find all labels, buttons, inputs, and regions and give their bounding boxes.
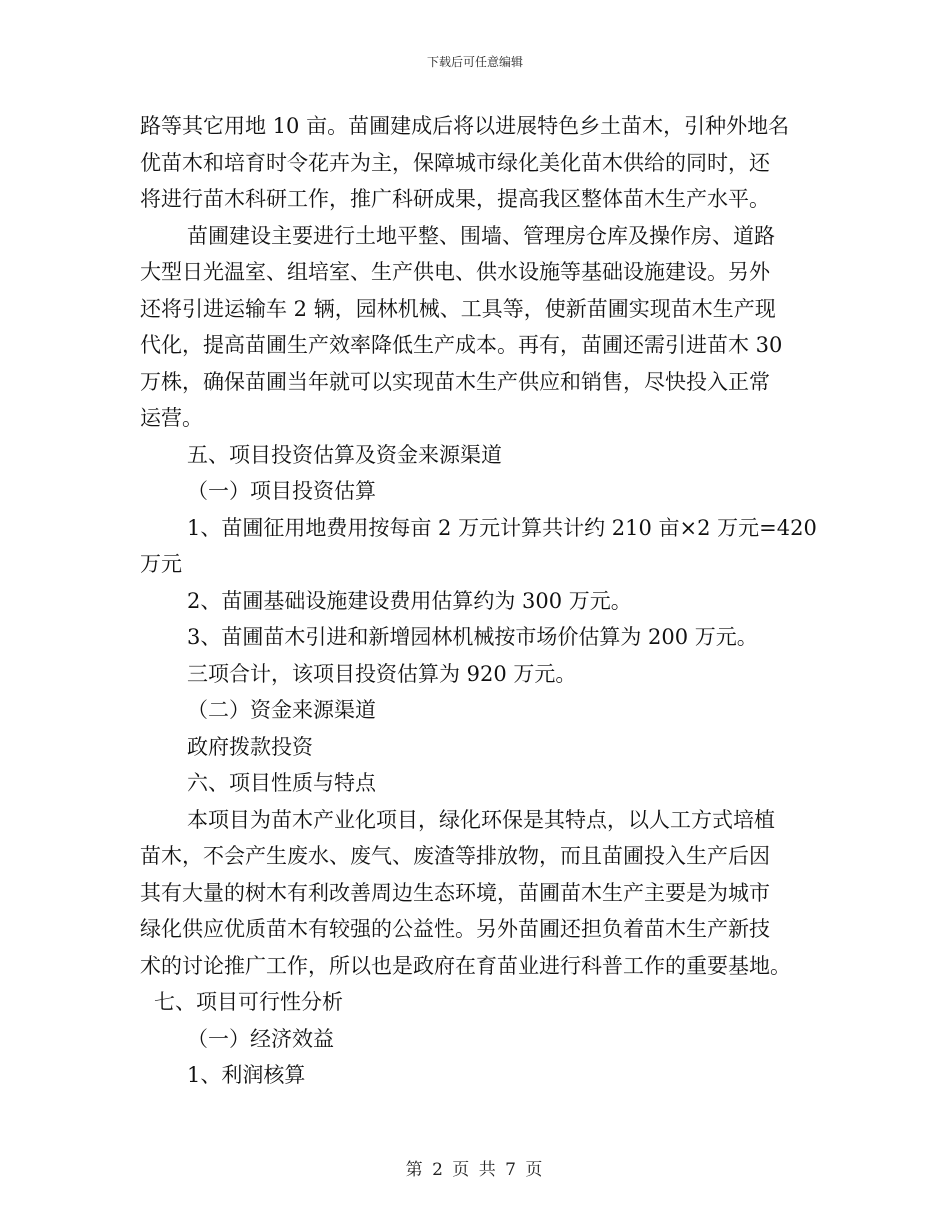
- subsection-heading: （二）资金来源渠道: [187, 698, 376, 722]
- paragraph-line: 2、苗圃基础设施建设费用估算约为 300 万元。: [187, 588, 632, 613]
- paragraph-line: 苗木，不会产生废水、废气、废渣等排放物，而且苗圃投入生产后因: [140, 844, 770, 868]
- paragraph-line: 大型日光温室、组培室、生产供电、供水设施等基础设施建设。另外: [140, 260, 770, 284]
- paragraph-line: 代化，提高苗圃生产效率降低生产成本。再有，苗圃还需引进苗木 30: [140, 333, 783, 357]
- paragraph-line: 1、苗圃征用地费用按每亩 2 万元计算共计约 210 亩×2 万元=420: [187, 515, 817, 540]
- paragraph-line: 万元: [140, 552, 182, 576]
- page-header: 下载后可任意编辑: [426, 55, 523, 69]
- paragraph-line: 其有大量的树木有利改善周边生态环境，苗圃苗木生产主要是为城市: [140, 880, 770, 905]
- paragraph-line: 将进行苗木科研工作，推广科研成果，提高我区整体苗木生产水平。: [140, 187, 770, 211]
- paragraph-line: 三项合计，该项目投资估算为 920 万元。: [187, 661, 577, 686]
- document-body: [140, 108, 817, 1094]
- paragraph-line: 绿化供应优质苗木有较强的公益性。另外苗圃还担负着苗木生产新技: [140, 917, 770, 941]
- subsection-heading: （一）项目投资估算: [187, 479, 376, 503]
- paragraph-line: 1、利润核算: [187, 1063, 306, 1087]
- paragraph-line: 万株，确保苗圃当年就可以实现苗木生产供应和销售，尽快投入正常: [140, 369, 770, 394]
- paragraph-line: 政府拨款投资: [187, 734, 313, 759]
- paragraph-line: 运营。: [140, 406, 203, 430]
- paragraph-line: 还将引进运输车 2 辆，园林机械、工具等，使新苗圃实现苗木生产现: [140, 296, 776, 321]
- paragraph-line: 苗圃建设主要进行土地平整、围墙、管理房仓库及操作房、道路: [187, 223, 775, 248]
- paragraph-line: 路等其它用地 10 亩。苗圃建成后将以进展特色乡土苗木，引种外地名: [140, 114, 790, 138]
- paragraph-line: 本项目为苗木产业化项目，绿化环保是其特点，以人工方式培植: [187, 807, 775, 832]
- paragraph-line: 术的讨论推广工作，所以也是政府在育苗业进行科普工作的重要基地。: [140, 953, 791, 978]
- section-heading-7: 七、项目可行性分析: [154, 990, 343, 1014]
- page-footer: 第 2 页 共 7 页: [405, 1160, 545, 1180]
- section-heading-6: 六、项目性质与特点: [187, 771, 376, 795]
- subsection-heading: （一）经济效益: [187, 1026, 334, 1051]
- paragraph-line: 3、苗圃苗木引进和新增园林机械按市场价估算为 200 万元。: [187, 625, 758, 649]
- paragraph-line: 优苗木和培育时令花卉为主，保障城市绿化美化苗木供给的同时，还: [140, 150, 770, 175]
- section-heading-5: 五、项目投资估算及资金来源渠道: [187, 442, 502, 467]
